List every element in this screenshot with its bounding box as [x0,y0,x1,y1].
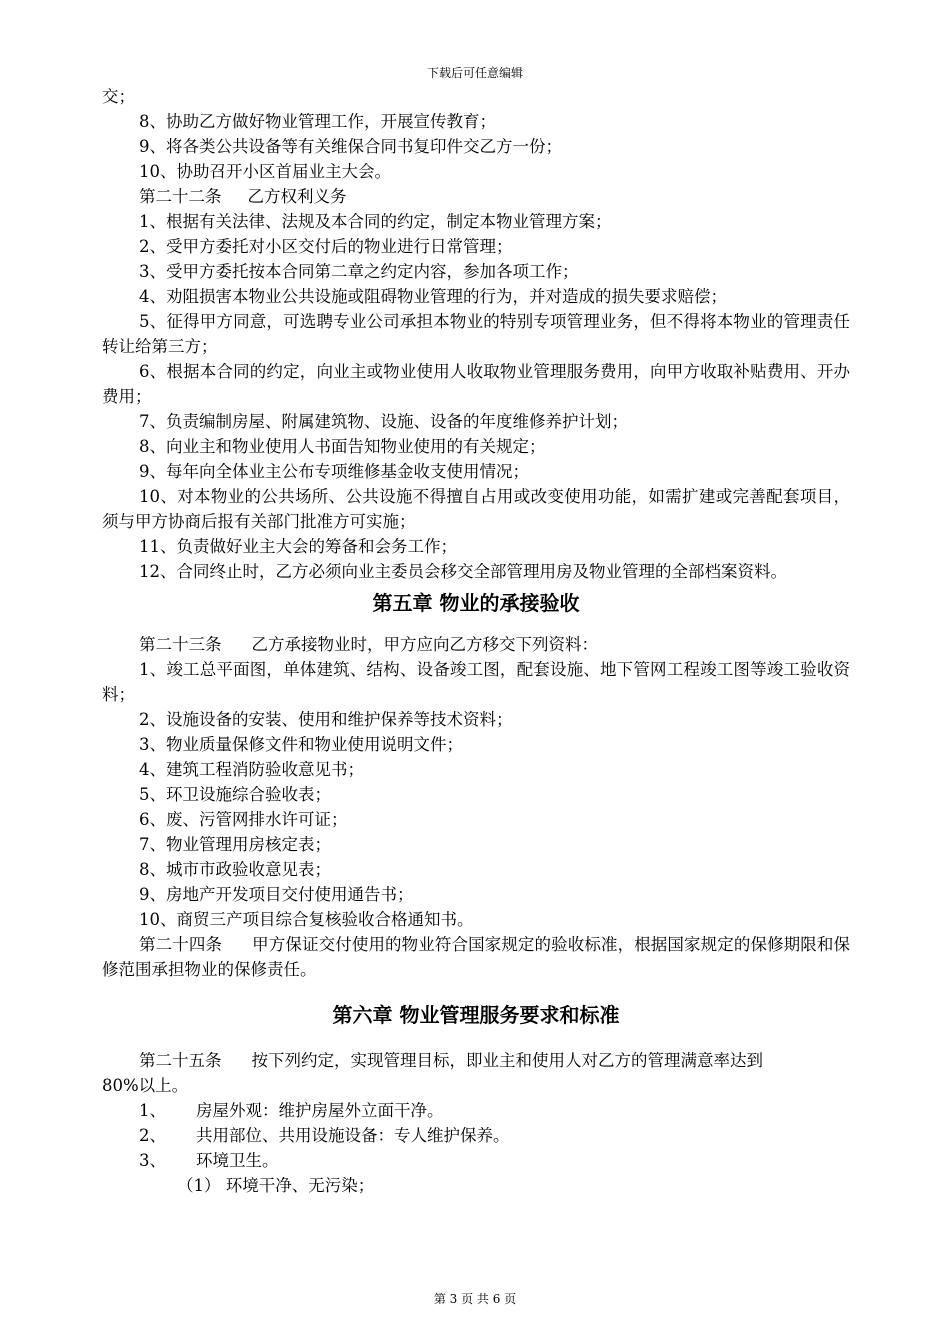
paragraph: 3、物业质量保修文件和物业使用说明文件； [139,735,463,754]
paragraph: 10、对本物业的公共场所、公共设施不得擅自占用或改变使用功能，如需扩建或完善配套项目，须与甲方协商后报有关部门批准方可实施； [102,487,850,531]
article-paragraph [102,932,850,982]
article-number: 第二十二条 [139,187,222,206]
paragraph: 6、根据本合同的约定，向业主或物业使用人收取物业管理服务费用，向甲方收取补贴费用、开办费用； [102,362,850,406]
paragraph: 9、房地产开发项目交付使用通告书； [139,885,414,904]
paragraph: 交； [102,87,135,106]
document-body [102,84,850,1198]
list-number: 2、 [139,1126,166,1145]
paragraph: 10、协助召开小区首届业主大会。 [139,162,391,181]
paragraph: 6、废、污管网排水许可证； [139,810,348,829]
paragraph: 8、向业主和物业使用人书面告知物业使用的有关规定； [139,437,546,456]
article-title: 乙方权利义务 [247,187,347,206]
paragraph: 12、合同终止时，乙方必须向业主委员会移交全部管理用房及物业管理的全部档案资料。 [139,562,787,581]
paragraph: 80%以上。 [102,1076,189,1095]
article-heading [102,632,850,657]
list-item [102,1148,850,1173]
chapter-6-heading: 第六章 物业管理服务要求和标准 [332,1003,620,1027]
list-number: 1、 [139,1101,166,1120]
paragraph: 3、受甲方委托按本合同第二章之约定内容，参加各项工作； [139,262,579,281]
list-text: 房屋外观：维护房屋外立面干净。 [196,1101,444,1120]
paragraph: 5、环卫设施综合验收表； [139,785,331,804]
article-text: 甲方保证交付使用的物业符合国家规定的验收标准，根据国家规定的保修期限和保修范围承担物业的保修责任。 [102,935,851,979]
paragraph: 10、商贸三产项目综合复核验收合格通知书。 [139,910,474,929]
paragraph: 9、每年向全体业主公布专项维修基金收支使用情况； [139,462,529,481]
article-number: 第二十三条 [139,635,222,654]
page-header: 下载后可任意编辑 [426,66,523,80]
list-text: 环境卫生。 [196,1151,279,1170]
paragraph: 8、城市市政验收意见表； [139,860,331,879]
paragraph: 1、根据有关法律、法规及本合同的约定，制定本物业管理方案； [139,212,612,231]
paragraph: 8、协助乙方做好物业管理工作，开展宣传教育； [139,112,496,131]
list-item [102,1123,850,1148]
paragraph: 5、征得甲方同意，可选聘专业公司承担本物业的特别专项管理业务，但不得将本物业的管理责任转让给第三方； [102,312,850,356]
list-item [102,1098,850,1123]
paragraph: 1、竣工总平面图，单体建筑、结构、设备竣工图，配套设施、地下管网工程竣工图等竣工验收资料； [102,660,850,704]
list-text: 共用部位、共用设施设备：专人维护保养。 [196,1126,510,1145]
chapter-5-heading: 第五章 物业的承接验收 [372,591,580,615]
paragraph: 2、受甲方委托对小区交付后的物业进行日常管理； [139,237,513,256]
paragraph: 11、负责做好业主大会的筹备和会务工作； [139,537,457,556]
article-heading [102,184,850,209]
list-number: 3、 [139,1151,166,1170]
paragraph: 9、将各类公共设备等有关维保合同书复印件交乙方一份； [139,137,562,156]
paragraph: 7、物业管理用房核定表； [139,835,331,854]
sub-list-item: （1） 环境干净、无污染； [177,1176,375,1195]
article-paragraph [102,1048,850,1073]
article-text: 乙方承接物业时，甲方应向乙方移交下列资料： [251,635,598,654]
article-number: 第二十四条 [139,935,223,954]
paragraph: 2、设施设备的安装、使用和维护保养等技术资料； [139,710,513,729]
article-text: 按下列约定，实现管理目标，即业主和使用人对乙方的管理满意率达到 [251,1051,763,1070]
paragraph: 4、劝阻损害本物业公共设施或阻碍物业管理的行为，并对造成的损失要求赔偿； [139,287,727,306]
article-number: 第二十五条 [139,1051,222,1070]
page-footer: 第 3 页 共 6 页 [433,1292,517,1306]
paragraph: 4、建筑工程消防验收意见书； [139,760,364,779]
paragraph: 7、负责编制房屋、附属建筑物、设施、设备的年度维修养护计划； [139,412,628,431]
